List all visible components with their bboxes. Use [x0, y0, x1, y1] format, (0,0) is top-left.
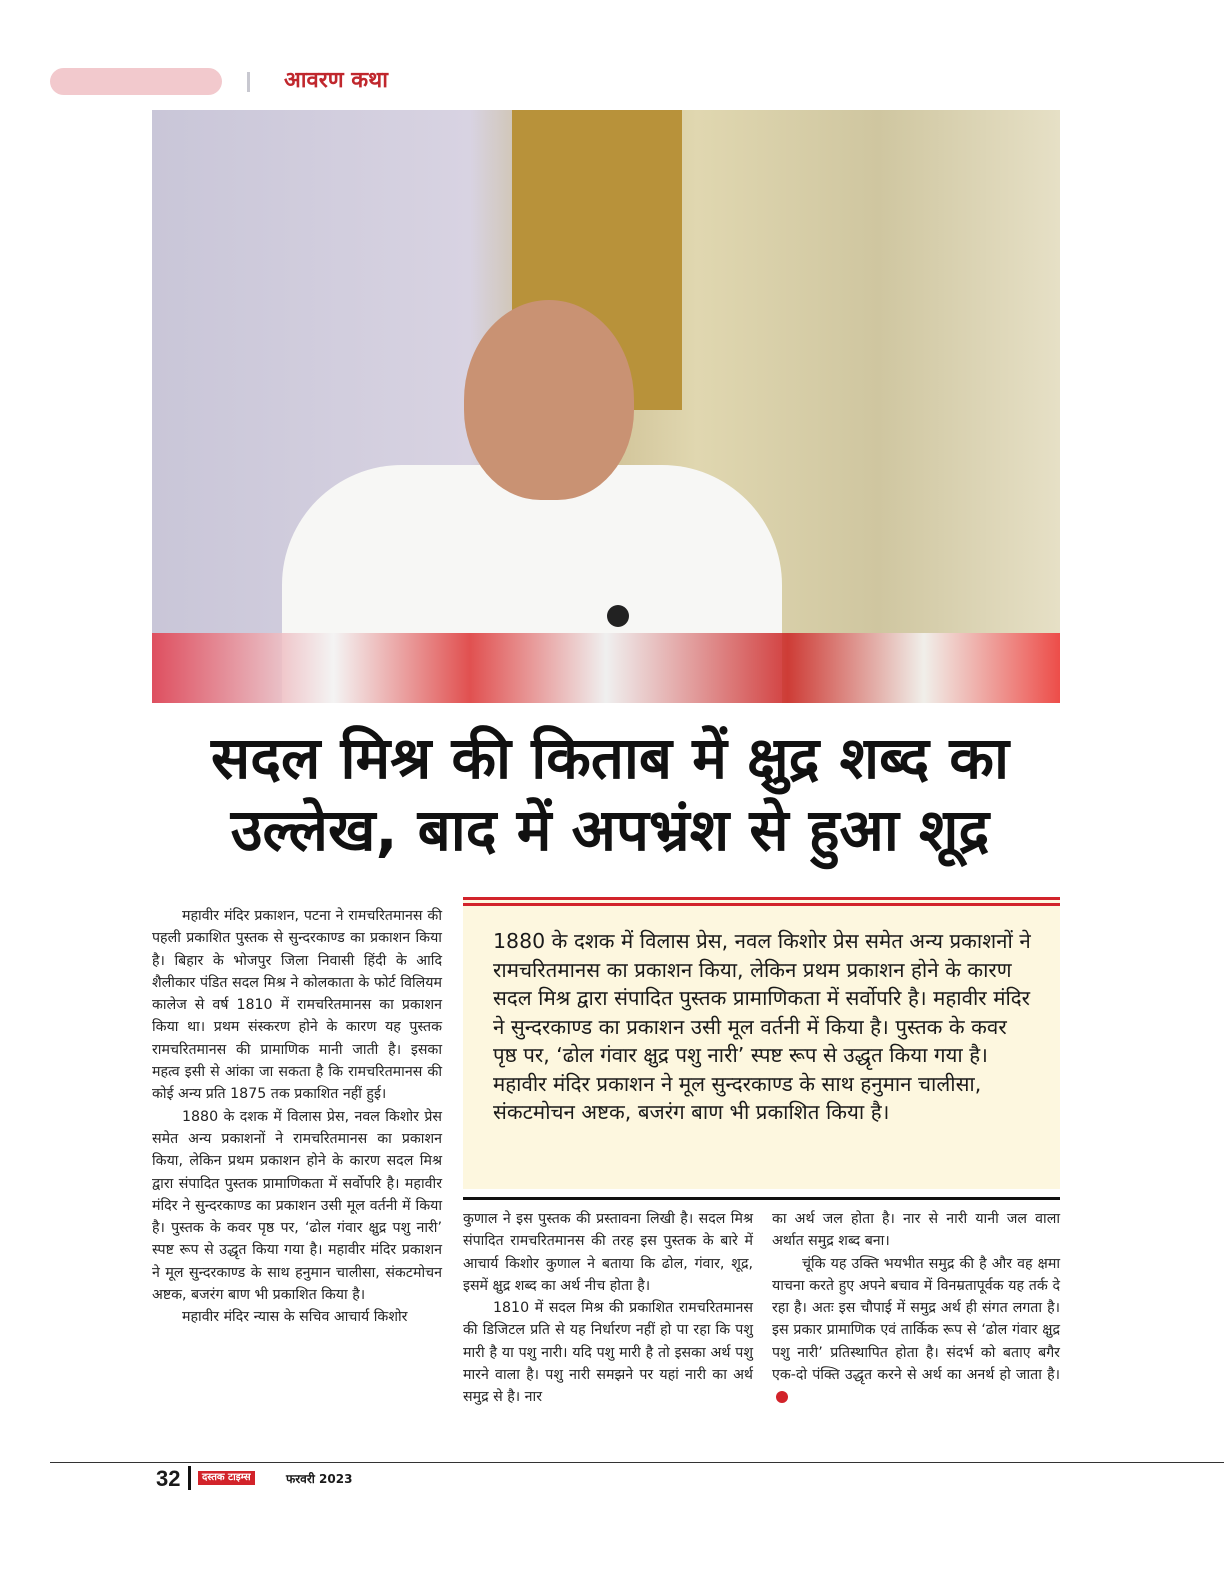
paragraph: कुणाल ने इस पुस्तक की प्रस्तावना लिखी है। सदल मिश्र संपादित रामचरितमानस की तरह इस पुस्तक के बारे में आचार्य किशोर कुणाल ने बताया कि ढोल, गंवार, शूद्र, इसमें क्षुद्र शब्द का अर्थ नीच होता है।	[463, 1211, 753, 1294]
pull-quote-text: 1880 के दशक में विलास प्रेस, नवल किशोर प्रेस समेत अन्य प्रकाशनों ने रामचरितमानस का प्रकाशन किया, लेकिन प्रथम प्रकाशन होने के कारण सदल मिश्र द्वारा संपादित पुस्तक प्रामाणिकता में सर्वोपरि है। महावीर मंदिर ने सुन्दरकाण्ड का प्रकाशन उसी मूल वर्तनी में किया है। पुस्तक के कवर पृष्ठ पर, ‘ढोल गंवार क्षुद्र पशु नारी’ स्पष्ट रूप से उद्धृत किया गया है। महावीर मंदिर प्रकाशन ने मूल सुन्दरकाण्ड के साथ हनुमान चालीसा, संकटमोचन अष्टक, बजरंग बाण भी प्रकाशित किया है।	[493, 929, 1031, 1124]
quote-rule	[463, 903, 1060, 906]
headline-line-2: उल्लेख, बाद में अपभ्रंश से हुआ शूद्र	[230, 796, 990, 864]
publication-logo: दस्तक टाइम्स	[198, 1471, 255, 1485]
photo-microphones	[152, 633, 1060, 703]
photo-speaker-head	[464, 300, 634, 500]
footer-separator	[188, 1466, 191, 1490]
end-mark-icon	[776, 1391, 788, 1403]
article-column-1	[152, 905, 442, 1329]
footer-rule	[50, 1462, 1224, 1463]
paragraph-text: चूंकि यह उक्ति भयभीत समुद्र की है और वह क्षमा याचना करते हुए अपने बचाव में विनम्रतापूर्वक यह तर्क दे रहा है। अतः इस चौपाई में समुद्र अर्थ ही संगत लगता है। इस प्रकार प्रामाणिक एवं तार्किक रूप से ‘ढोल गंवार क्षुद्र पशु नारी’ प्रतिस्थापित होता है। संदर्भ को बताए बगैर एक-दो पंक्ति उद्धृत करने से अर्थ का अनर्थ हो जाता है।	[772, 1255, 1060, 1384]
issue-date: फरवरी 2023	[286, 1472, 353, 1486]
cover-photo	[152, 110, 1060, 703]
headline	[130, 722, 1090, 866]
article-column-3	[772, 1208, 1060, 1409]
microphone-icon	[607, 605, 629, 627]
paragraph: महावीर मंदिर प्रकाशन, पटना ने रामचरितमानस की पहली प्रकाशित पुस्तक से सुन्दरकाण्ड का प्रकाशन किया है। बिहार के भोजपुर जिला निवासी हिंदी के आदि शैलीकार पंडित सदल मिश्र ने कोलकाता के फोर्ट विलियम कालेज से वर्ष 1810 में रामचरितमानस का प्रकाशन किया था। प्रथम संस्करण होने के कारण यह पुस्तक रामचरितमानस की प्रामाणिक मानी जाती है। इसका महत्व इसी से आंका जा सकता है कि रामचरितमानस की कोई अन्य प्रति 1875 तक प्रकाशित नहीं हुई।	[152, 908, 442, 1103]
paragraph	[772, 1253, 1060, 1409]
quote-rule	[463, 897, 1060, 900]
paragraph: 1810 में सदल मिश्र की प्रकाशित रामचरितमानस की डिजिटल प्रति से यह निर्धारण नहीं हो पा रहा कि पशु मारी है या पशु नारी। यदि पशु मारी है तो इसका अर्थ पशु मारने वाला है। पशु नारी समझने पर यहां नारी का अर्थ समुद्र से है। नार	[463, 1300, 753, 1406]
pull-quote	[463, 897, 1060, 1189]
paragraph: 1880 के दशक में विलास प्रेस, नवल किशोर प्रेस समेत अन्य प्रकाशनों ने रामचरितमानस का प्रकाशन किया, लेकिन प्रथम प्रकाशन होने के कारण सदल मिश्र द्वारा संपादित पुस्तक प्रामाणिकता में सर्वोपरि है। महावीर मंदिर ने सुन्दरकाण्ड का प्रकाशन उसी मूल वर्तनी में किया है। पुस्तक के कवर पृष्ठ पर, ‘ढोल गंवार क्षुद्र पशु नारी’ स्पष्ट रूप से उद्धृत किया गया है। महावीर मंदिर प्रकाशन ने मूल सुन्दरकाण्ड के साथ हनुमान चालीसा, संकटमोचन अष्टक, बजरंग बाण भी प्रकाशित किया है।	[152, 1108, 442, 1304]
paragraph: का अर्थ जल होता है। नार से नारी यानी जल वाला अर्थात समुद्र शब्द बना।	[772, 1211, 1060, 1250]
section-pill	[50, 68, 222, 95]
headline-line-1: सदल मिश्र की किताब में क्षुद्र शब्द का	[211, 724, 1009, 792]
paragraph: महावीर मंदिर न्यास के सचिव आचार्य किशोर	[182, 1309, 408, 1326]
article-column-2	[463, 1208, 753, 1409]
section-title: आवरण कथा	[284, 68, 388, 93]
column-rule	[463, 1197, 1060, 1200]
page-number: 32	[156, 1466, 181, 1491]
header-separator	[247, 72, 250, 92]
